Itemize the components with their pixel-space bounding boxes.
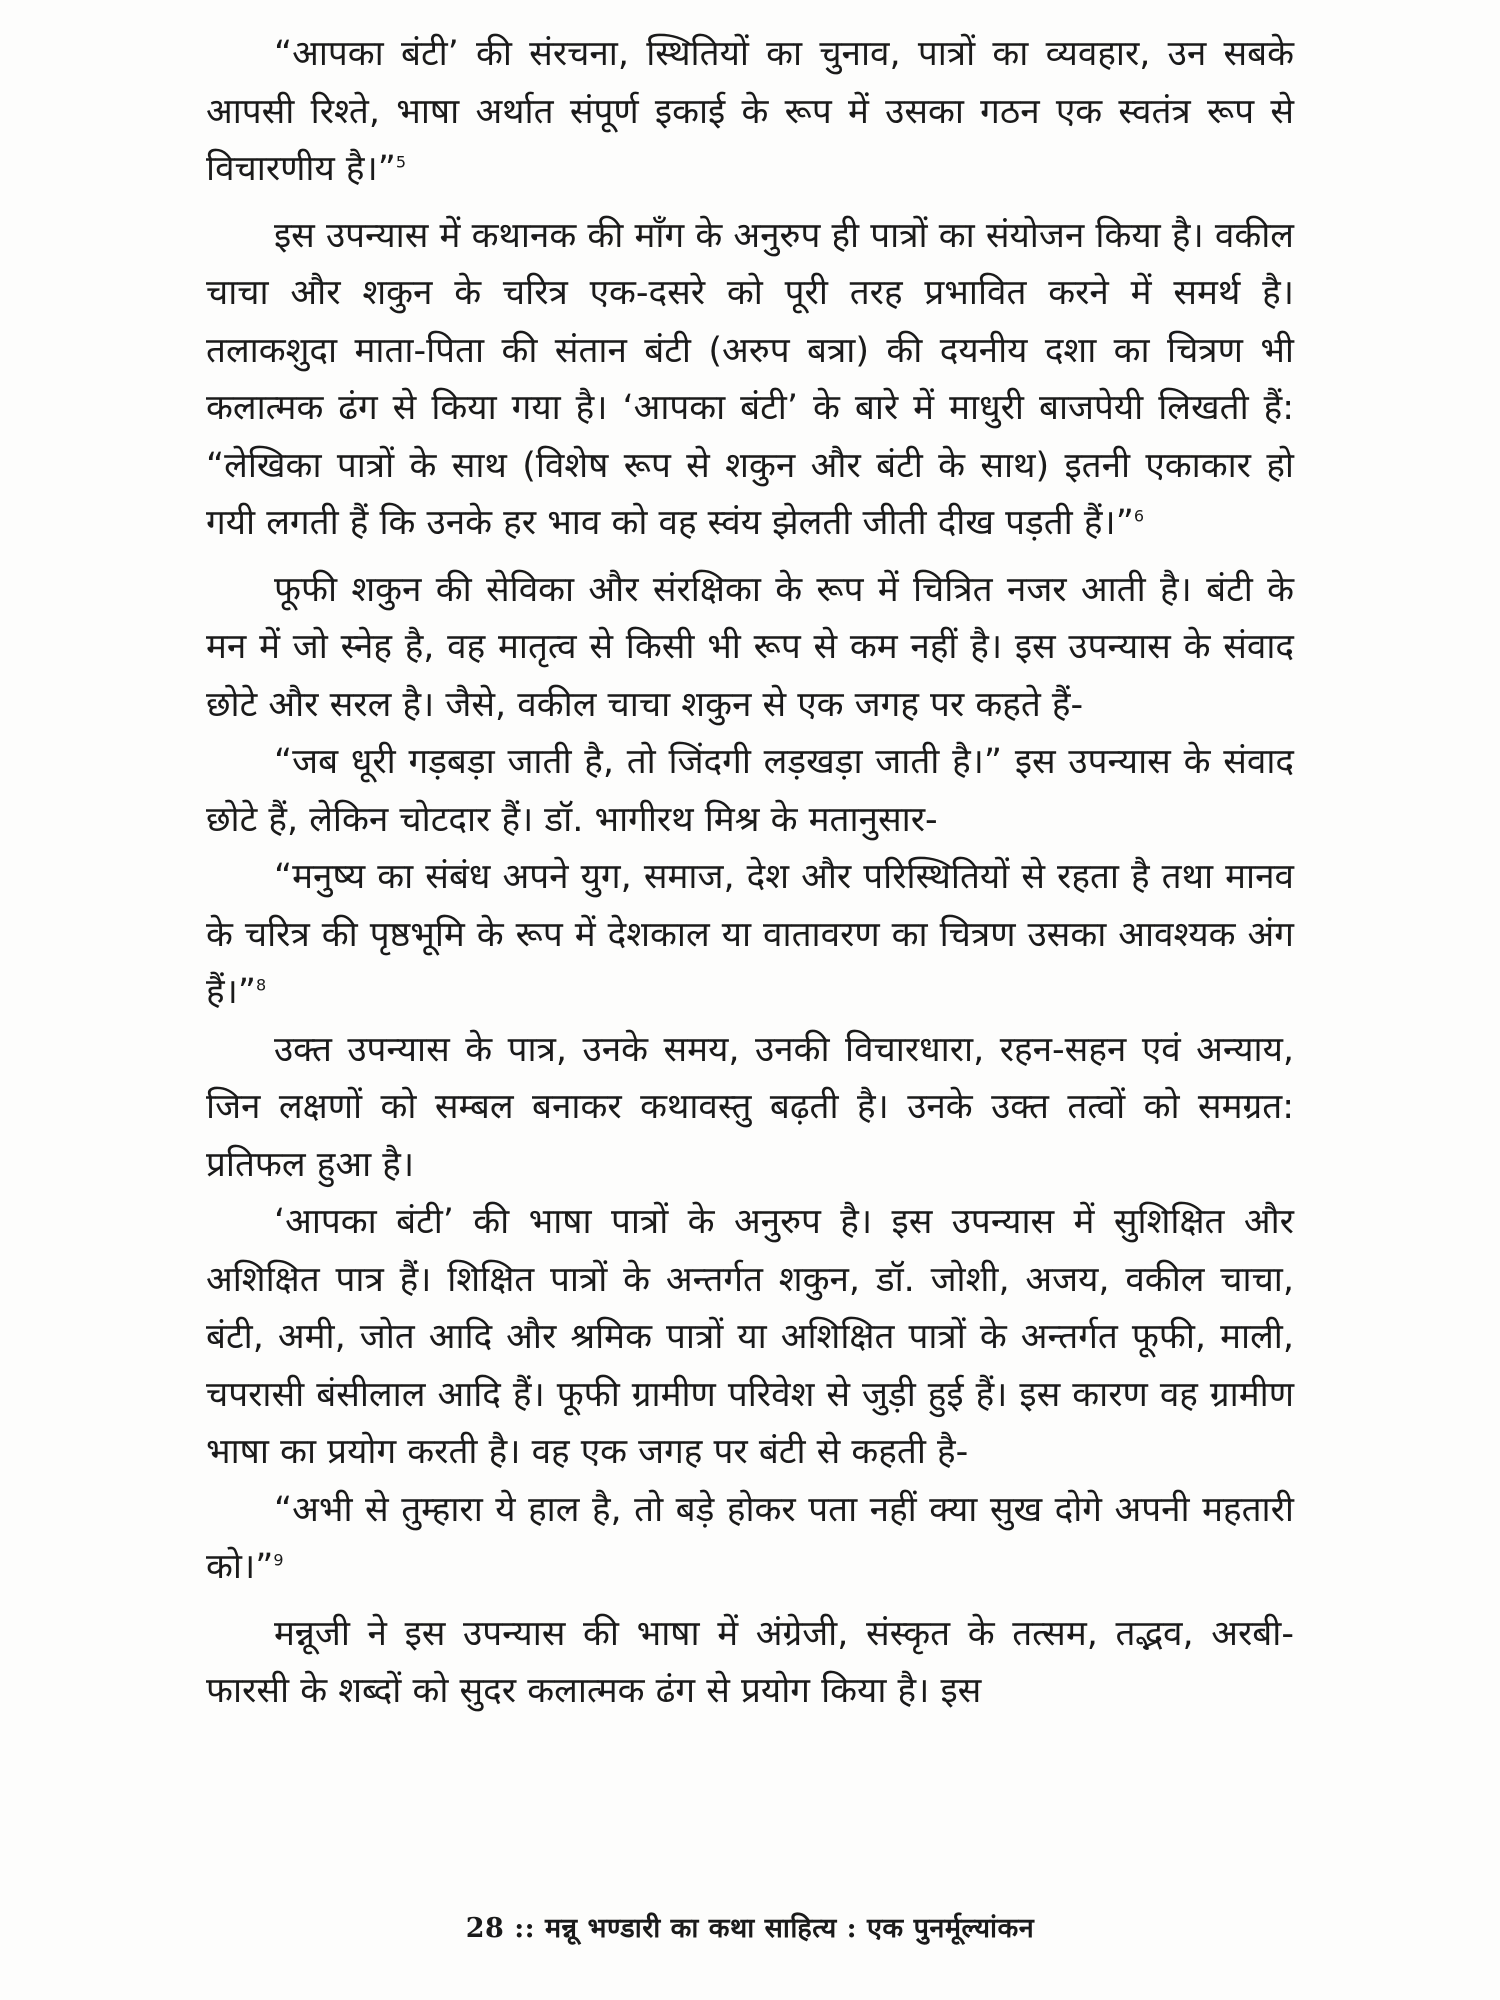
paragraph-5-quote bbox=[206, 849, 1294, 1022]
paragraph-text: “मनुष्य का संबंध अपने युग, समाज, देश और परिस्थितियों से रहता है तथा मानव के चरित्र की पृष्ठभूमि के रूप में देशकाल या वातावरण का चित्रण उसका आवश्यक अंग हैं।” bbox=[206, 857, 1294, 1012]
page-body bbox=[206, 26, 1294, 1721]
paragraph-text: “आपका बंटी’ की संरचना, स्थितियों का चुनाव, पात्रों का व्यवहार, उन सबके आपसी रिश्ते, भाषा अर्थात संपूर्ण इकाई के रूप में उसका गठन एक स्वतंत्र रूप से विचारणीय है।” bbox=[206, 34, 1294, 189]
paragraph-text: मन्नूजी ने इस उपन्यास की भाषा में अंग्रेजी, संस्कृत के तत्सम, तद्भव, अरबी-फारसी के शब्दों को सुदर कलात्मक ढंग से प्रयोग किया है। इस bbox=[206, 1613, 1294, 1711]
paragraph-8-quote bbox=[206, 1482, 1294, 1597]
page-footer: 28 :: मन्नू भण्डारी का कथा साहित्य : एक पुनर्मूल्यांकन bbox=[465, 1913, 1035, 1944]
paragraph-4-quote bbox=[206, 734, 1294, 849]
paragraph-text: उक्त उपन्यास के पात्र, उनके समय, उनकी विचारधारा, रहन-सहन एवं अन्याय, जिन लक्षणों को सम्बल बनाकर कथावस्तु बढ़ती है। उनके उक्त तत्वों को समग्रत: प्रतिफल हुआ है। bbox=[206, 1029, 1294, 1185]
paragraph-6 bbox=[206, 1022, 1294, 1195]
footnote-ref-6: 6 bbox=[1133, 506, 1145, 526]
footnote-ref-5: 5 bbox=[395, 152, 407, 172]
paragraph-text: ‘आपका बंटी’ की भाषा पात्रों के अनुरुप है। इस उपन्यास में सुशिक्षित और अशिक्षित पात्र हैं। शिक्षित पात्रों के अन्तर्गत शकुन, डॉ. जोशी, अजय, वकील चाचा, बंटी, अमी, जोत आदि और श्रमिक पात्रों या अशिक्षित पात्रों के अन्तर्गत फूफी, माली, चपरासी बंसीलाल आदि हैं। फूफी ग्रामीण परिवेश से जुड़ी हुई हैं। इस कारण वह ग्रामीण भाषा का प्रयोग करती है। वह एक जगह पर बंटी से कहती है- bbox=[206, 1202, 1294, 1472]
paragraph-text: “जब धूरी गड़बड़ा जाती है, तो जिंदगी लड़खड़ा जाती है।” इस उपन्यास के संवाद छोटे हैं, लेकिन चोटदार हैं। डॉ. भागीरथ मिश्र के मतानुसार- bbox=[206, 742, 1294, 840]
paragraph-text: फूफी शकुन की सेविका और संरक्षिका के रूप में चित्रित नजर आती है। बंटी के मन में जो स्नेह है, वह मातृत्व से किसी भी रूप से कम नहीं है। इस उपन्यास के संवाद छोटे और सरल है। जैसे, वकील चाचा शकुन से एक जगह पर कहते हैं- bbox=[206, 569, 1294, 725]
paragraph-1 bbox=[206, 26, 1294, 199]
footnote-ref-9: 9 bbox=[273, 1550, 284, 1570]
paragraph-9 bbox=[206, 1606, 1294, 1721]
footnote-ref-8: 8 bbox=[255, 975, 267, 995]
paragraph-7 bbox=[206, 1194, 1294, 1482]
paragraph-text: इस उपन्यास में कथानक की माँग के अनुरुप ही पात्रों का संयोजन किया है। वकील चाचा और शकुन के चरित्र एक-दसरे को पूरी तरह प्रभावित करने में समर्थ है। तलाकशुदा माता-पिता की संतान बंटी (अरुप बत्रा) की दयनीय दशा का चित्रण भी कलात्मक ढंग से किया गया है। ‘आपका बंटी’ के बारे में माधुरी बाजपेयी लिखती हैं: “लेखिका पात्रों के साथ (विशेष रूप से शकुन और बंटी के साथ) इतनी एकाकार हो गयी लगती हैं कि उनके हर भाव को वह स्वंय झेलती जीती दीख पड़ती हैं।” bbox=[206, 215, 1294, 543]
paragraph-2 bbox=[206, 208, 1294, 553]
paragraph-3 bbox=[206, 562, 1294, 735]
paragraph-text: “अभी से तुम्हारा ये हाल है, तो बड़े होकर पता नहीं क्या सुख दोगे अपनी महतारी को।” bbox=[206, 1489, 1294, 1587]
